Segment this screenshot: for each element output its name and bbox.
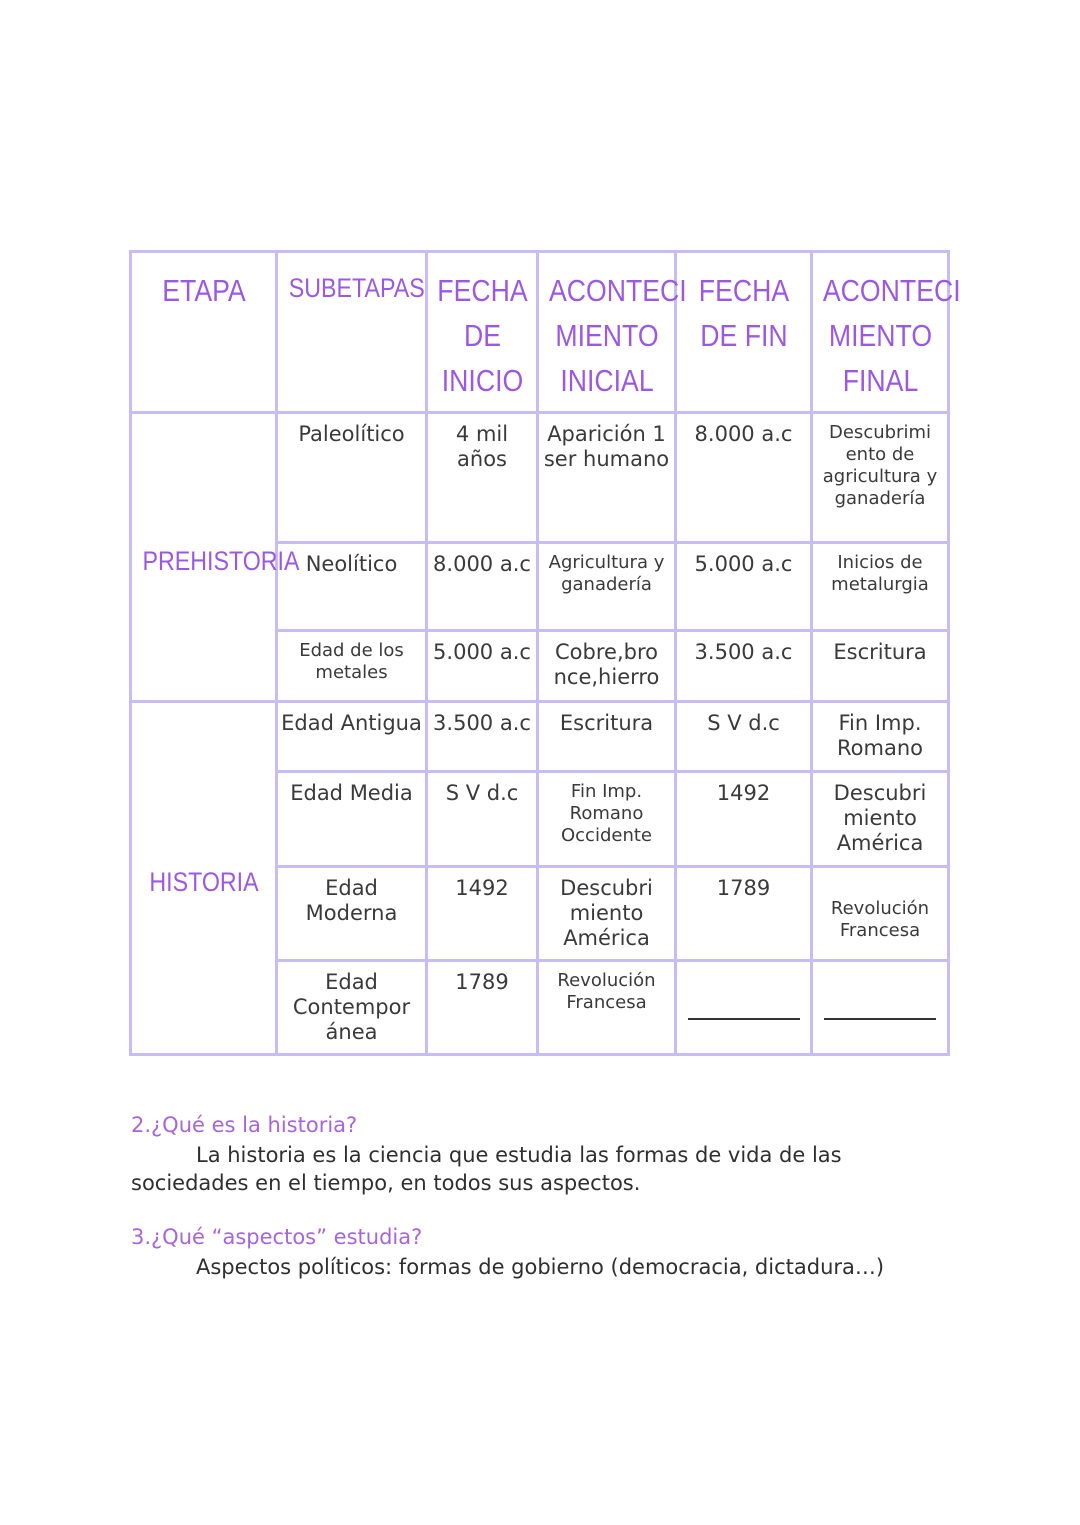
cell-acontecimiento-inicial: Aparición 1 ser humano (538, 413, 676, 543)
cell-acontecimiento-final: Revolución Francesa (812, 867, 949, 961)
answer-2-line-2: sociedades en el tiempo, en todos sus aspectos. (131, 1171, 641, 1195)
answer-3-line-1: Aspectos políticos: formas de gobierno (democracia, dictadura…) (196, 1255, 885, 1279)
table-row (131, 702, 949, 772)
header-subetapas: SUBETAPAS (287, 252, 416, 413)
cell-fecha-inicio: 5.000 a.c (427, 631, 538, 702)
cell-subetapa: Edad de los metales (277, 631, 427, 702)
cell-acontecimiento-inicial: Cobre,bro nce,hierro (538, 631, 676, 702)
cell-acontecimiento-inicial: Agricultura y ganadería (538, 543, 676, 631)
cell-acontecimiento-final: Escritura (812, 631, 949, 702)
cell-fecha-fin: 1789 (676, 867, 812, 961)
cell-acontecimiento-final: Inicios de metalurgia (812, 543, 949, 631)
cell-acontecimiento-final: Descubri miento América (812, 772, 949, 867)
blank-answer-line (688, 1018, 800, 1020)
cell-acontecimiento-final: Fin Imp. Romano (812, 702, 949, 772)
cell-acontecimiento-final-blank (812, 961, 949, 1055)
header-acontecimiento-inicial: ACONTECI MIENTO INICIAL (547, 252, 666, 413)
cell-fecha-inicio: 8.000 a.c (427, 543, 538, 631)
cell-subetapa: Edad Contempor ánea (277, 961, 427, 1055)
stage-prehistoria: PREHISTORIA (141, 413, 267, 702)
cell-acontecimiento-inicial: Escritura (538, 702, 676, 772)
cell-fecha-inicio: S V d.c (427, 772, 538, 867)
history-stages-table (129, 250, 961, 1056)
question-2: 2.¿Qué es la historia? (131, 1113, 358, 1137)
answer-2-line-1: La historia es la ciencia que estudia las formas de vida de las (196, 1143, 842, 1167)
cell-acontecimiento-inicial: Fin Imp. Romano Occidente (538, 772, 676, 867)
header-etapa: ETAPA (141, 252, 267, 413)
cell-fecha-fin-blank (676, 961, 812, 1055)
table-row (131, 413, 949, 543)
question-3: 3.¿Qué “aspectos” estudia? (131, 1225, 423, 1249)
header-row (131, 252, 949, 413)
cell-fecha-fin: 3.500 a.c (676, 631, 812, 702)
cell-acontecimiento-final: Descubrimi ento de agricultura y ganadería (812, 413, 949, 543)
cell-fecha-fin: 1492 (676, 772, 812, 867)
cell-fecha-inicio: 1789 (427, 961, 538, 1055)
cell-subetapa: Edad Media (277, 772, 427, 867)
cell-fecha-fin: 8.000 a.c (676, 413, 812, 543)
cell-subetapa: Edad Antigua (277, 702, 427, 772)
cell-acontecimiento-inicial: Descubri miento América (538, 867, 676, 961)
cell-subetapa: Paleolítico (277, 413, 427, 543)
header-fecha-inicio: FECHA DE INICIO (434, 252, 529, 413)
blank-answer-line (824, 1018, 936, 1020)
cell-fecha-inicio: 1492 (427, 867, 538, 961)
cell-acontecimiento-inicial: Revolución Francesa (538, 961, 676, 1055)
cell-subetapa: Neolítico (277, 543, 427, 631)
cell-fecha-fin: S V d.c (676, 702, 812, 772)
cell-fecha-inicio: 4 mil años (427, 413, 538, 543)
header-fecha-fin: FECHA DE FIN (685, 252, 802, 413)
cell-fecha-inicio: 3.500 a.c (427, 702, 538, 772)
cell-fecha-fin: 5.000 a.c (676, 543, 812, 631)
header-acontecimiento-final: ACONTECI MIENTO FINAL (821, 252, 939, 413)
cell-subetapa: Edad Moderna (277, 867, 427, 961)
stage-historia: HISTORIA (141, 702, 267, 1055)
